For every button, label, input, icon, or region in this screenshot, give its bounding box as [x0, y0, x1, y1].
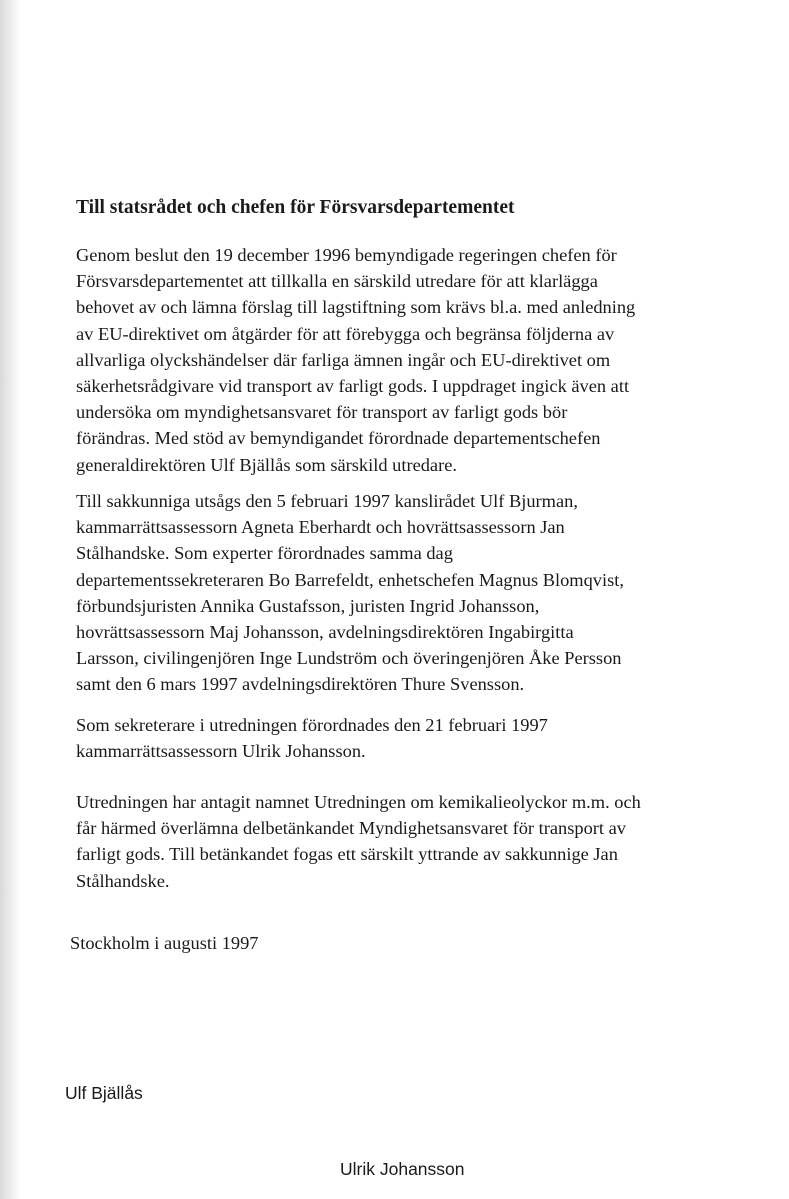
paragraph-line: säkerhetsrådgivare vid transport av farligt gods. I uppdraget ingick även att — [76, 376, 630, 397]
paragraph-line: hovrättsassessorn Maj Johansson, avdelningsdirektören Ingabirgitta — [76, 622, 574, 643]
paragraph-line: allvarliga olyckshändelser där farliga ämnen ingår och EU-direktivet om — [76, 349, 611, 370]
paragraph-line: behovet av och lämna förslag till lagstiftning som krävs bl.a. med anledning — [76, 297, 636, 318]
paragraph-experts — [76, 488, 716, 698]
paragraph-line: samt den 6 mars 1997 avdelningsdirektören Thure Svensson. — [76, 674, 525, 695]
paragraph-report — [76, 789, 716, 894]
paragraph-line: kammarrättsassessorn Agneta Eberhardt och hovrättsassessorn Jan — [76, 517, 565, 538]
paragraph-line: undersöka om myndighetsansvaret för transport av farligt gods bör — [76, 402, 568, 423]
signature-name-1: Ulf Bjällås — [65, 1083, 143, 1103]
letter-heading: Till statsrådet och chefen för Försvarsdepartementet — [76, 197, 515, 218]
paragraph-line: departementssekreteraren Bo Barrefeldt, enhetschefen Magnus Blomqvist, — [76, 569, 624, 590]
paragraph-line: kammarrättsassessorn Ulrik Johansson. — [76, 741, 366, 762]
paragraph-line: Stålhandske. — [76, 870, 170, 891]
paragraph-line: Utredningen har antagit namnet Utredningen om kemikalieolyckor m.m. och — [76, 792, 641, 812]
paragraph-line: får härmed överlämna delbetänkandet Myndighetsansvaret för transport av — [76, 818, 626, 839]
paragraph-line: Försvarsdepartementet att tillkalla en särskild utredare för att klarlägga — [76, 271, 598, 292]
paragraph-line: förbundsjuristen Annika Gustafsson, juristen Ingrid Johansson, — [76, 595, 540, 616]
place-and-date: Stockholm i augusti 1997 — [70, 933, 259, 953]
paragraph-line: generaldirektören Ulf Bjällås som särskild utredare. — [76, 454, 457, 475]
paragraph-line: förändras. Med stöd av bemyndigandet förordnade departementschefen — [76, 428, 601, 449]
paragraph-line: Larsson, civilingenjören Inge Lundström och överingenjören Åke Persson — [76, 648, 622, 669]
paragraph-line: Stålhandske. Som experter förordnades samma dag — [76, 543, 453, 564]
paragraph-mandate — [76, 242, 716, 478]
paragraph-secretary — [76, 712, 716, 764]
paragraph-line: Som sekreterare i utredningen förordnades den 21 februari 1997 — [76, 715, 548, 735]
paragraph-line: Till sakkunniga utsågs den 5 februari 1997 kanslirådet Ulf Bjurman, — [76, 491, 578, 511]
page-edge-shadow — [0, 0, 20, 1199]
signature-name-2: Ulrik Johansson — [340, 1159, 465, 1179]
paragraph-line: farligt gods. Till betänkandet fogas ett särskilt yttrande av sakkunnige Jan — [76, 844, 618, 865]
paragraph-line: av EU-direktivet om åtgärder för att förebygga och begränsa följderna av — [76, 323, 615, 344]
paragraph-line: Genom beslut den 19 december 1996 bemyndigade regeringen chefen för — [76, 245, 617, 265]
